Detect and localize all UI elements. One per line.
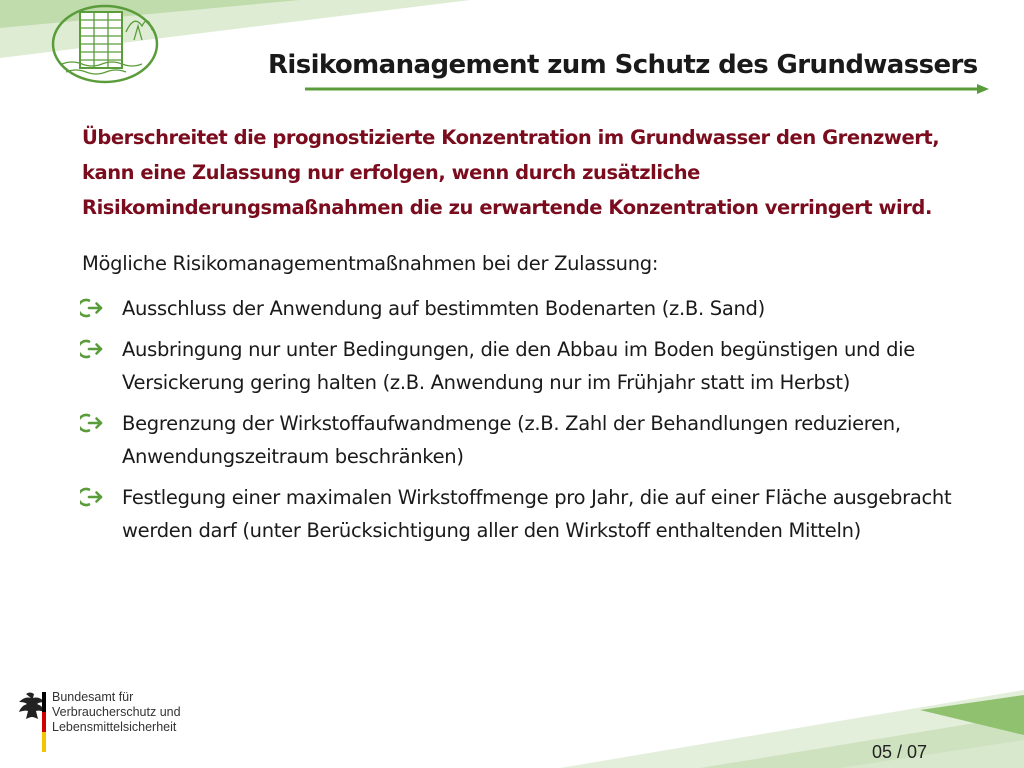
lead-sentence: Mögliche Risikomanagementmaßnahmen bei der Zulassung:	[82, 252, 659, 275]
measures-list	[82, 292, 982, 547]
org-line: Verbraucherschutz und	[52, 705, 181, 719]
arrow-right-circle-icon	[80, 410, 106, 436]
title-underline	[305, 84, 989, 96]
list-item	[82, 407, 972, 473]
org-line: Bundesamt für	[52, 690, 134, 704]
list-item	[82, 481, 972, 547]
arrow-right-circle-icon	[80, 484, 106, 510]
list-item	[82, 292, 972, 325]
list-item-text: Ausbringung nur unter Bedingungen, die den Abbau im Boden begünstigen und die Versickerung gering halten (z.B. Anwendung nur im Frühjahr statt im Herbst)	[122, 338, 915, 394]
org-line: Lebensmittelsicherheit	[52, 720, 177, 734]
arrow-right-circle-icon	[80, 295, 106, 321]
list-item	[82, 333, 972, 399]
slide-title: Risikomanagement zum Schutz des Grundwassers	[268, 50, 978, 80]
intro-statement: Überschreitet die prognostizierte Konzentration im Grundwasser den Grenzwert, kann eine Zulassung nur erfolgen, wenn durch zusätzliche Risikominderungsmaßnahmen die zu erwartende Konzentration verringert wird.	[82, 126, 940, 219]
organization-name	[52, 690, 181, 735]
arrow-right-circle-icon	[80, 336, 106, 362]
slide-content	[82, 120, 982, 555]
page-number: 05 / 07	[872, 742, 928, 762]
list-item-text: Ausschluss der Anwendung auf bestimmten Bodenarten (z.B. Sand)	[122, 297, 765, 320]
federal-eagle-icon	[10, 690, 50, 760]
list-item-text: Begrenzung der Wirkstoffaufwandmenge (z.B. Zahl der Behandlungen reduzieren, Anwendungszeitraum beschränken)	[122, 412, 901, 468]
list-item-text: Festlegung einer maximalen Wirkstoffmenge pro Jahr, die auf einer Fläche ausgebracht werden darf (unter Berücksichtigung aller den Wirkstoff enthaltenden Mitteln)	[122, 486, 952, 542]
well-tower-logo-icon	[50, 2, 160, 84]
